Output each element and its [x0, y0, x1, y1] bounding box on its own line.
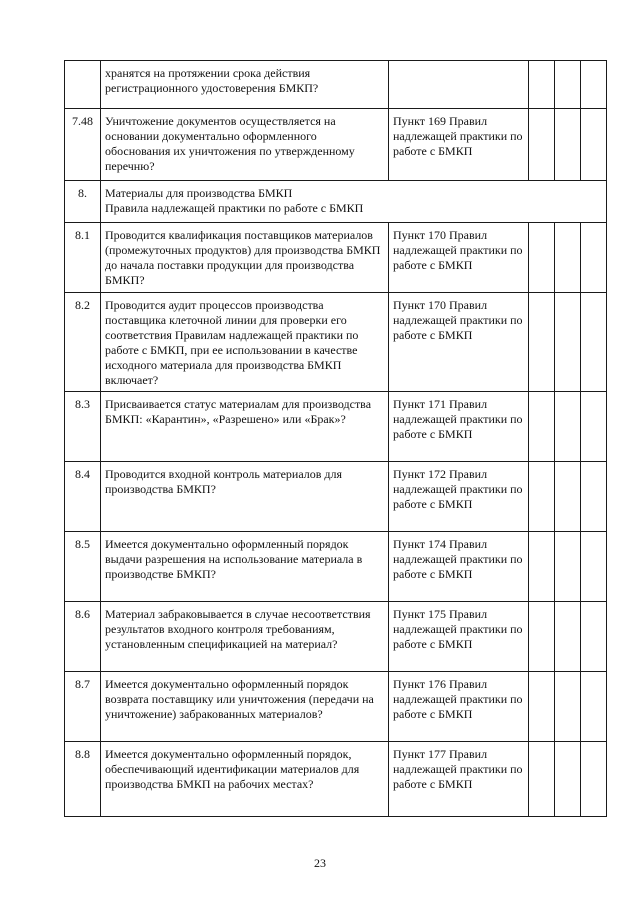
page-number: 23: [314, 856, 326, 870]
answer-yes-cell[interactable]: [529, 532, 555, 602]
table-row: [65, 392, 607, 462]
requirement-text: Материал забраковывается в случае несоответствия результатов входного контроля требованиям, установленным спецификацией на материал?: [101, 602, 389, 672]
table-row: [65, 223, 607, 293]
table-row: [65, 293, 607, 392]
item-number: 8.6: [65, 602, 101, 672]
regulation-reference: Пункт 177 Правил надлежащей практики по работе с БМКП: [389, 742, 529, 817]
answer-yes-cell[interactable]: [529, 462, 555, 532]
item-number: 8.5: [65, 532, 101, 602]
answer-na-cell[interactable]: [581, 672, 607, 742]
answer-yes-cell[interactable]: [529, 602, 555, 672]
answer-yes-cell[interactable]: [529, 672, 555, 742]
item-number: 8.1: [65, 223, 101, 293]
answer-no-cell[interactable]: [555, 109, 581, 181]
answer-na-cell[interactable]: [581, 742, 607, 817]
answer-na-cell[interactable]: [581, 223, 607, 293]
section-title: Материалы для производства БМКП: [105, 186, 293, 200]
item-number: 8.7: [65, 672, 101, 742]
item-number: 7.48: [65, 109, 101, 181]
table-row: [65, 109, 607, 181]
regulation-reference: Пункт 169 Правил надлежащей практики по работе с БМКП: [389, 109, 529, 181]
regulation-reference: [389, 61, 529, 109]
answer-na-cell[interactable]: [581, 602, 607, 672]
regulation-reference: Пункт 175 Правил надлежащей практики по работе с БМКП: [389, 602, 529, 672]
section-subtitle: Правила надлежащей практики по работе с БМКП: [105, 201, 364, 215]
answer-no-cell[interactable]: [555, 61, 581, 109]
answer-na-cell[interactable]: [581, 109, 607, 181]
checklist-table: [64, 60, 607, 817]
answer-na-cell[interactable]: [581, 293, 607, 392]
section-header-row: [65, 181, 607, 223]
answer-yes-cell[interactable]: [529, 109, 555, 181]
answer-no-cell[interactable]: [555, 293, 581, 392]
answer-yes-cell[interactable]: [529, 61, 555, 109]
requirement-text: Проводится входной контроль материалов для производства БМКП?: [101, 462, 389, 532]
regulation-reference: Пункт 176 Правил надлежащей практики по работе с БМКП: [389, 672, 529, 742]
answer-na-cell[interactable]: [581, 61, 607, 109]
table-row: [65, 742, 607, 817]
answer-yes-cell[interactable]: [529, 223, 555, 293]
regulation-reference: Пункт 170 Правил надлежащей практики по работе с БМКП: [389, 223, 529, 293]
answer-no-cell[interactable]: [555, 223, 581, 293]
requirement-text: хранятся на протяжении срока действия регистрационного удостоверения БМКП?: [101, 61, 389, 109]
item-number: 8.3: [65, 392, 101, 462]
item-number: 8.8: [65, 742, 101, 817]
answer-yes-cell[interactable]: [529, 293, 555, 392]
answer-yes-cell[interactable]: [529, 392, 555, 462]
table-row: [65, 462, 607, 532]
answer-yes-cell[interactable]: [529, 742, 555, 817]
answer-na-cell[interactable]: [581, 392, 607, 462]
answer-no-cell[interactable]: [555, 602, 581, 672]
answer-no-cell[interactable]: [555, 532, 581, 602]
regulation-reference: Пункт 172 Правил надлежащей практики по работе с БМКП: [389, 462, 529, 532]
requirement-text: Присваивается статус материалам для производства БМКП: «Карантин», «Разрешено» или «Брак»?: [101, 392, 389, 462]
table-row: [65, 532, 607, 602]
answer-no-cell[interactable]: [555, 742, 581, 817]
regulation-reference: Пункт 170 Правил надлежащей практики по работе с БМКП: [389, 293, 529, 392]
item-number: [65, 61, 101, 109]
item-number: 8.: [65, 181, 101, 223]
item-number: 8.4: [65, 462, 101, 532]
checklist-rows: [65, 61, 607, 817]
requirement-text: Проводится квалификация поставщиков материалов (промежуточных продуктов) для производства БМКП до начала поставки продукции для производства БМКП?: [101, 223, 389, 293]
answer-no-cell[interactable]: [555, 672, 581, 742]
table-row: [65, 61, 607, 109]
table-row: [65, 602, 607, 672]
section-title-cell: [101, 181, 607, 223]
item-number: 8.2: [65, 293, 101, 392]
requirement-text: Проводится аудит процессов производства поставщика клеточной линии для проверки его соответствия Правилам надлежащей практики по работе с БМКП, при ее использовании в качестве исходного материала для производства БМКП включает?: [101, 293, 389, 392]
requirement-text: Имеется документально оформленный порядок, обеспечивающий идентификации материалов для производства БМКП на рабочих местах?: [101, 742, 389, 817]
requirement-text: Имеется документально оформленный порядок возврата поставщику или уничтожения (передачи на уничтожение) забракованных материалов?: [101, 672, 389, 742]
answer-na-cell[interactable]: [581, 532, 607, 602]
regulation-reference: Пункт 174 Правил надлежащей практики по работе с БМКП: [389, 532, 529, 602]
answer-na-cell[interactable]: [581, 462, 607, 532]
answer-no-cell[interactable]: [555, 462, 581, 532]
requirement-text: Уничтожение документов осуществляется на основании документально оформленного обоснования их уничтожения по утвержденному перечню?: [101, 109, 389, 181]
answer-no-cell[interactable]: [555, 392, 581, 462]
regulation-reference: Пункт 171 Правил надлежащей практики по работе с БМКП: [389, 392, 529, 462]
requirement-text: Имеется документально оформленный порядок выдачи разрешения на использование материала в производстве БМКП?: [101, 532, 389, 602]
table-row: [65, 672, 607, 742]
